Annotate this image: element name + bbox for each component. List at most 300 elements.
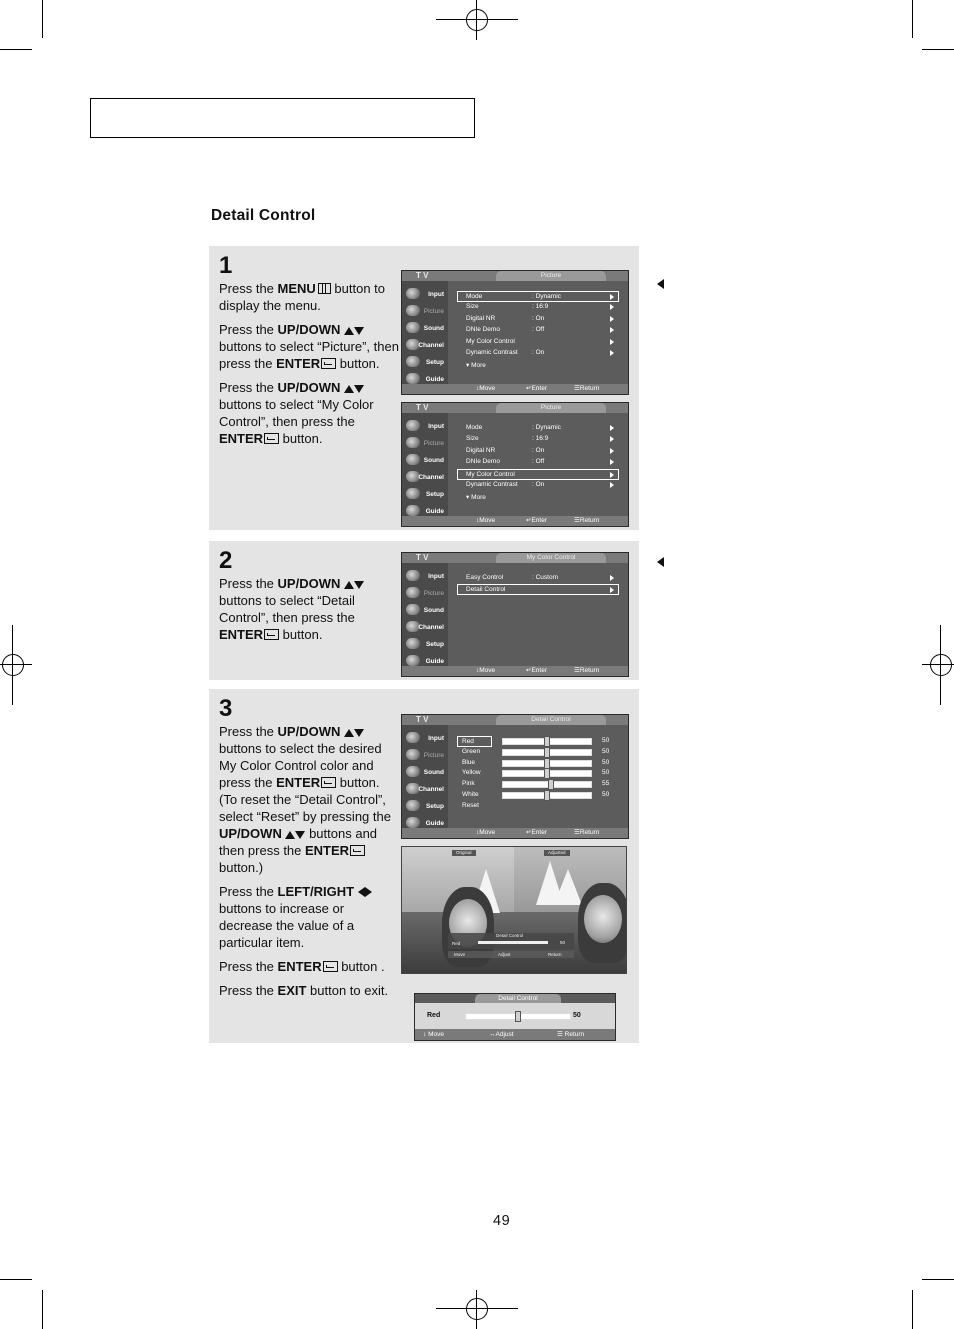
text: button to exit.	[306, 983, 389, 998]
osd-slider-row	[458, 779, 618, 789]
osd-side-item[interactable]	[404, 568, 446, 584]
osd-slider-knob[interactable]	[544, 758, 550, 769]
osd-slider-track	[502, 770, 592, 777]
osd-more-row[interactable]	[458, 493, 618, 503]
tv-osd-picture-screen	[401, 270, 629, 395]
step-number: 1	[219, 252, 233, 279]
osd-side-icon	[406, 570, 420, 581]
osd-side-label: Channel	[418, 786, 444, 793]
osd-sidebar	[402, 413, 448, 516]
osd-row-label: Yellow	[462, 769, 481, 777]
osd-menu-row[interactable]	[458, 337, 618, 347]
updown-label: UP/DOWN	[277, 724, 341, 739]
enter-hint: ↵ Enter	[526, 829, 547, 836]
osd-sidebar	[402, 563, 448, 666]
osd-side-label: Guide	[425, 376, 444, 383]
osd-row-label: Dynamic Contrast	[466, 481, 518, 488]
osd-side-item[interactable]	[404, 636, 446, 652]
osd-slider-row	[458, 801, 618, 811]
osd-row-label: Red	[462, 738, 474, 745]
osd-row-value: : Dynamic	[532, 293, 561, 300]
osd-title: Picture	[496, 403, 606, 413]
osd-side-item[interactable]	[404, 354, 446, 370]
enter-hint-label: Enter	[531, 517, 547, 524]
osd-side-item[interactable]	[404, 585, 446, 601]
text: button.	[279, 627, 323, 642]
move-hint: ↕ Move	[476, 829, 496, 836]
right-arrow-icon	[365, 887, 372, 897]
osd-side-icon	[406, 800, 420, 811]
crop-mark	[0, 664, 32, 665]
osd-menu-row[interactable]	[458, 325, 618, 335]
adjust-bar-value: 50	[573, 1012, 581, 1019]
face	[584, 895, 622, 943]
osd-side-item[interactable]	[404, 320, 446, 336]
enter-label: ENTER	[219, 431, 264, 446]
registration-mark	[2, 654, 24, 676]
chevron-right-icon	[610, 350, 614, 356]
osd-row-label: Size	[466, 435, 479, 443]
crop-mark	[476, 0, 477, 40]
move-hint: ↕ Move	[476, 517, 496, 524]
osd-menu-row[interactable]	[457, 291, 619, 302]
photo-osd-footer	[448, 951, 574, 958]
osd-side-icon	[406, 373, 420, 384]
text: Press the	[219, 281, 278, 296]
osd-side-label: Picture	[423, 308, 444, 315]
text: button .	[337, 959, 385, 974]
step-2-paragraph	[219, 575, 401, 643]
osd-row-value: : On	[532, 349, 545, 356]
osd-more-text: More	[471, 362, 486, 370]
osd-side-icon	[406, 749, 420, 760]
osd-sidebar	[402, 725, 448, 828]
tv-osd-mycolor-screen	[401, 552, 629, 677]
detail-adjust-bar	[414, 993, 616, 1041]
osd-side-icon	[406, 420, 420, 431]
osd-row-label: Reset	[462, 801, 479, 809]
move-hint: ↕ Move	[476, 667, 496, 674]
osd-side-item[interactable]	[404, 747, 446, 763]
osd-row-label: Mode	[466, 424, 483, 431]
enter-label: ENTER	[305, 843, 350, 858]
return-hint: ☰ Return	[557, 1031, 585, 1038]
osd-row-label: Digital NR	[466, 314, 496, 322]
osd-row-label: My Color Control	[466, 337, 515, 345]
enter-icon	[264, 433, 279, 444]
step-1-paragraph	[219, 321, 401, 372]
osd-side-item[interactable]	[404, 781, 446, 797]
osd-side-label: Sound	[423, 457, 444, 464]
osd-side-icon	[406, 356, 420, 367]
osd-slider-track	[502, 760, 592, 767]
osd-brand: T V	[416, 271, 429, 280]
osd-side-icon	[406, 322, 420, 333]
enter-icon	[321, 777, 336, 788]
adjust-bar-track	[465, 1013, 571, 1020]
leftright-label: LEFT/RIGHT	[277, 884, 355, 899]
updown-label: UP/DOWN	[277, 576, 341, 591]
updown-label: UP/DOWN	[219, 826, 282, 841]
crop-mark	[922, 49, 954, 50]
text: Press the	[219, 959, 278, 974]
osd-menu-row[interactable]	[458, 446, 618, 456]
osd-row-label: Green	[462, 747, 481, 755]
text: Press the	[219, 322, 278, 337]
enter-hint-label: Enter	[531, 667, 547, 674]
osd-menu-row[interactable]	[457, 584, 619, 595]
osd-side-label: Input	[428, 423, 444, 430]
osd-row-value: : Custom	[532, 574, 559, 581]
osd-title: Detail Control	[496, 715, 606, 725]
osd-slider-knob[interactable]	[548, 779, 554, 790]
osd-row-label: Dynamic Contrast	[466, 349, 518, 356]
osd-side-item[interactable]	[404, 435, 446, 451]
crop-mark	[476, 1290, 477, 1329]
move-hint: ↕ Move	[476, 385, 496, 392]
osd-side-item[interactable]	[404, 619, 446, 635]
registration-mark	[466, 9, 488, 31]
osd-side-icon	[406, 488, 420, 499]
chevron-right-icon	[610, 459, 614, 465]
move-hint-label: Move	[479, 385, 496, 392]
osd-menu-row[interactable]	[458, 348, 618, 358]
step-3-paragraph	[219, 982, 401, 999]
text: Press the	[219, 884, 278, 899]
move-hint: Move	[454, 952, 466, 957]
text: buttons and then press the	[219, 826, 378, 858]
adjust-bar-label: Red	[427, 1012, 441, 1019]
chevron-right-icon	[610, 587, 614, 593]
chevron-right-icon	[610, 436, 614, 442]
down-arrow-icon	[354, 581, 364, 589]
osd-row-value: 50	[602, 747, 610, 755]
osd-brand: T V	[416, 553, 429, 562]
text: buttons to select “Detail Control”, then press the	[219, 593, 355, 625]
crop-mark	[12, 625, 13, 705]
osd-side-label: Picture	[423, 752, 444, 759]
osd-row-value: : 16:9	[532, 303, 549, 311]
osd-side-icon	[406, 505, 420, 516]
osd-side-label: Setup	[425, 491, 444, 498]
osd-bottom-bar	[402, 666, 628, 676]
chevron-right-icon	[610, 327, 614, 333]
return-hint: ☰ Return	[574, 517, 600, 524]
osd-more-row[interactable]	[458, 361, 618, 371]
osd-side-label: Input	[428, 291, 444, 298]
section-title: Detail Control	[211, 207, 316, 224]
osd-row-value: : Dynamic	[532, 424, 561, 431]
return-hint-label: Return	[579, 517, 600, 524]
up-arrow-icon	[344, 729, 354, 737]
photo-osd-track	[478, 941, 548, 944]
osd-side-label: Sound	[423, 769, 444, 776]
step-3-paragraph	[219, 883, 401, 951]
crop-mark	[436, 19, 518, 20]
osd-slider-row	[458, 747, 618, 757]
osd-menu-row[interactable]	[458, 480, 618, 490]
osd-bottom-bar	[402, 516, 628, 526]
osd-row-label: My Color Control	[466, 470, 515, 478]
exit-label: EXIT	[277, 983, 307, 998]
osd-row-label: Easy Control	[466, 574, 504, 581]
step-1-text	[219, 280, 401, 454]
osd-side-icon	[406, 655, 420, 666]
osd-side-icon	[406, 454, 420, 465]
crop-mark	[940, 625, 941, 705]
osd-slider-track	[502, 738, 592, 745]
adjust-hint-label: Adjust	[495, 1031, 514, 1038]
step-number: 3	[219, 695, 233, 722]
down-arrow-icon	[354, 327, 364, 335]
crop-mark	[0, 1279, 32, 1280]
osd-row-value: 50	[602, 758, 610, 766]
enter-icon	[321, 358, 336, 369]
adjust-hint: Adjust	[498, 952, 511, 957]
osd-side-item[interactable]	[404, 764, 446, 780]
osd-side-icon	[406, 638, 420, 649]
return-hint-label: Return	[579, 385, 600, 392]
osd-side-icon	[406, 766, 420, 777]
osd-side-label: Input	[428, 573, 444, 580]
osd-row-value: : Off	[532, 458, 545, 466]
chevron-right-icon	[610, 472, 614, 478]
move-hint-label: Move	[428, 1031, 444, 1038]
osd-side-item[interactable]	[404, 337, 446, 353]
osd-row-value: 55	[602, 780, 610, 788]
osd-side-label: Guide	[425, 820, 444, 827]
osd-slider-track	[502, 749, 592, 756]
adjust-bar-title: Detail Control	[475, 994, 561, 1003]
menu-icon	[318, 283, 331, 294]
osd-side-item[interactable]	[404, 418, 446, 434]
move-hint-label: Move	[479, 517, 496, 524]
osd-more-label: ▾ More	[466, 362, 486, 370]
osd-side-item[interactable]	[404, 798, 446, 814]
osd-bottom-bar	[402, 828, 628, 838]
side-pointer-icon	[657, 279, 664, 289]
chevron-right-icon	[610, 304, 614, 310]
osd-bottom-bar	[402, 384, 628, 394]
crop-mark	[42, 0, 43, 38]
text: Press the	[219, 983, 278, 998]
osd-slider-track	[502, 792, 592, 799]
osd-side-label: Picture	[423, 590, 444, 597]
enter-label: ENTER	[276, 775, 321, 790]
chevron-right-icon	[610, 482, 614, 488]
osd-side-item[interactable]	[404, 469, 446, 485]
osd-row-value: : On	[532, 446, 545, 454]
osd-slider-track	[502, 781, 592, 788]
crop-mark	[0, 49, 32, 50]
step-number: 2	[219, 547, 233, 574]
up-arrow-icon	[344, 581, 354, 589]
osd-side-item[interactable]	[404, 452, 446, 468]
enter-hint: ↵ Enter	[526, 385, 547, 392]
osd-menu-row[interactable]	[458, 434, 618, 444]
step-2-text	[219, 575, 401, 650]
registration-mark	[930, 654, 952, 676]
tv-osd-picture-screen	[401, 402, 629, 527]
osd-menu-row[interactable]	[458, 302, 618, 312]
osd-side-label: Guide	[425, 658, 444, 665]
osd-side-label: Picture	[423, 440, 444, 447]
osd-title: My Color Control	[496, 553, 606, 563]
osd-row-value: : On	[532, 314, 545, 322]
tv-osd-detail-screen	[401, 714, 629, 839]
left-arrow-icon	[358, 887, 365, 897]
text: button.	[336, 356, 380, 371]
step-1-paragraph	[219, 280, 401, 314]
text: buttons to select “Picture”, then press the	[219, 339, 399, 371]
text: Press the	[219, 380, 278, 395]
down-arrow-icon	[295, 831, 305, 839]
osd-slider-row	[458, 736, 618, 746]
updown-label: UP/DOWN	[277, 380, 341, 395]
text: Press the	[219, 576, 278, 591]
registration-mark	[466, 1298, 488, 1320]
menu-label: MENU	[277, 281, 316, 296]
osd-side-label: Channel	[418, 342, 444, 349]
chevron-right-icon	[610, 448, 614, 454]
osd-row-value: 50	[602, 791, 610, 798]
osd-slider-knob[interactable]	[544, 768, 550, 779]
osd-side-icon	[406, 732, 420, 743]
text: button to display the menu.	[219, 281, 386, 313]
osd-sidebar	[402, 281, 448, 384]
osd-row-value: : 16:9	[532, 435, 549, 443]
move-hint-label: Move	[479, 829, 496, 836]
return-hint: Return	[548, 952, 562, 957]
enter-hint: ↵ Enter	[526, 667, 547, 674]
osd-brand: T V	[416, 403, 429, 412]
up-arrow-icon	[344, 385, 354, 393]
osd-row-label: Digital NR	[466, 446, 496, 454]
text: Press the	[219, 724, 278, 739]
crop-mark	[436, 1308, 518, 1309]
step-3-paragraph	[219, 723, 401, 876]
page-number: 49	[493, 1213, 511, 1229]
chevron-right-icon	[610, 339, 614, 345]
enter-hint-label: Enter	[531, 829, 547, 836]
osd-side-item[interactable]	[404, 602, 446, 618]
enter-icon	[323, 961, 338, 972]
up-arrow-icon	[285, 831, 295, 839]
text: buttons to select the desired My Color Control color and press the	[219, 741, 382, 790]
osd-slider-row	[458, 768, 618, 778]
step-3-text	[219, 723, 401, 1006]
chevron-right-icon	[610, 294, 614, 300]
photo-osd-bar	[448, 933, 574, 949]
return-hint: ☰ Return	[574, 667, 600, 674]
osd-menu-row[interactable]	[458, 573, 618, 583]
osd-side-item[interactable]	[404, 730, 446, 746]
text: button.)	[219, 860, 264, 875]
osd-brand: T V	[416, 715, 429, 724]
adjust-bar-footer	[415, 1029, 615, 1040]
enter-hint: ↵ Enter	[526, 517, 547, 524]
photo-osd-label: Red	[452, 941, 461, 946]
osd-side-label: Setup	[425, 803, 444, 810]
sailboat	[554, 869, 582, 905]
side-pointer-icon	[657, 557, 664, 567]
osd-row-value: : Off	[532, 326, 545, 334]
text: button.	[279, 431, 323, 446]
osd-menu-row[interactable]	[458, 423, 618, 433]
osd-side-label: Sound	[423, 607, 444, 614]
text: buttons to increase or decrease the value of a particular item.	[219, 901, 355, 950]
return-hint-label: Return	[579, 667, 600, 674]
comparison-photo	[401, 846, 627, 974]
osd-slider-knob[interactable]	[544, 747, 550, 758]
osd-side-label: Input	[428, 735, 444, 742]
move-hint: ↕ Move	[423, 1031, 444, 1038]
adjust-bar-knob[interactable]	[515, 1011, 521, 1022]
chevron-right-icon	[610, 316, 614, 322]
osd-more-label: ▾ More	[466, 494, 486, 502]
osd-menu-row[interactable]	[458, 457, 618, 467]
osd-side-label: Guide	[425, 508, 444, 515]
return-hint: ☰ Return	[574, 385, 600, 392]
osd-row-label: Pink	[462, 780, 475, 788]
crop-mark	[42, 1290, 43, 1329]
osd-menu-row[interactable]	[457, 469, 619, 480]
updown-label: UP/DOWN	[277, 322, 341, 337]
enter-icon	[350, 845, 365, 856]
chevron-right-icon	[610, 425, 614, 431]
step-1-paragraph	[219, 379, 401, 447]
header-box	[90, 98, 475, 138]
osd-row-value: : On	[532, 481, 545, 488]
up-arrow-icon	[344, 327, 354, 335]
osd-row-value: 50	[602, 769, 610, 777]
osd-slider-knob[interactable]	[544, 790, 550, 801]
osd-row-label: DNIe Demo	[466, 458, 500, 466]
osd-side-icon	[406, 817, 420, 828]
osd-slider-row	[458, 790, 618, 800]
osd-side-item[interactable]	[404, 303, 446, 319]
osd-side-icon	[406, 587, 420, 598]
osd-side-item[interactable]	[404, 486, 446, 502]
osd-more-text: More	[471, 494, 486, 502]
osd-slider-row	[458, 758, 618, 768]
osd-row-label: White	[462, 791, 479, 798]
osd-row-label: Blue	[462, 758, 476, 766]
photo-osd-value: 50	[560, 940, 566, 945]
crop-mark	[912, 0, 913, 38]
osd-title: Picture	[496, 271, 606, 281]
down-arrow-icon	[354, 729, 364, 737]
text: buttons to select “My Color Control”, then press the	[219, 397, 374, 429]
osd-side-item[interactable]	[404, 286, 446, 302]
text: button. (To reset the “Detail Control”, select “Reset” by pressing the	[219, 775, 391, 824]
osd-menu-row[interactable]	[458, 314, 618, 324]
down-arrow-icon	[354, 385, 364, 393]
chevron-right-icon	[610, 575, 614, 581]
return-hint-label: Return	[564, 1031, 585, 1038]
enter-hint-label: Enter	[531, 385, 547, 392]
osd-row-label: Size	[466, 303, 479, 311]
crop-mark	[912, 1290, 913, 1329]
crop-mark	[922, 664, 954, 665]
adjust-hint: ↔Adjust	[489, 1031, 514, 1038]
photo-osd-title: Detail Control	[496, 933, 524, 938]
osd-side-icon	[406, 604, 420, 615]
move-hint-label: Move	[479, 667, 496, 674]
osd-row-label: Detail Control	[466, 586, 506, 594]
osd-slider-knob[interactable]	[544, 736, 550, 747]
osd-side-label: Sound	[423, 325, 444, 332]
